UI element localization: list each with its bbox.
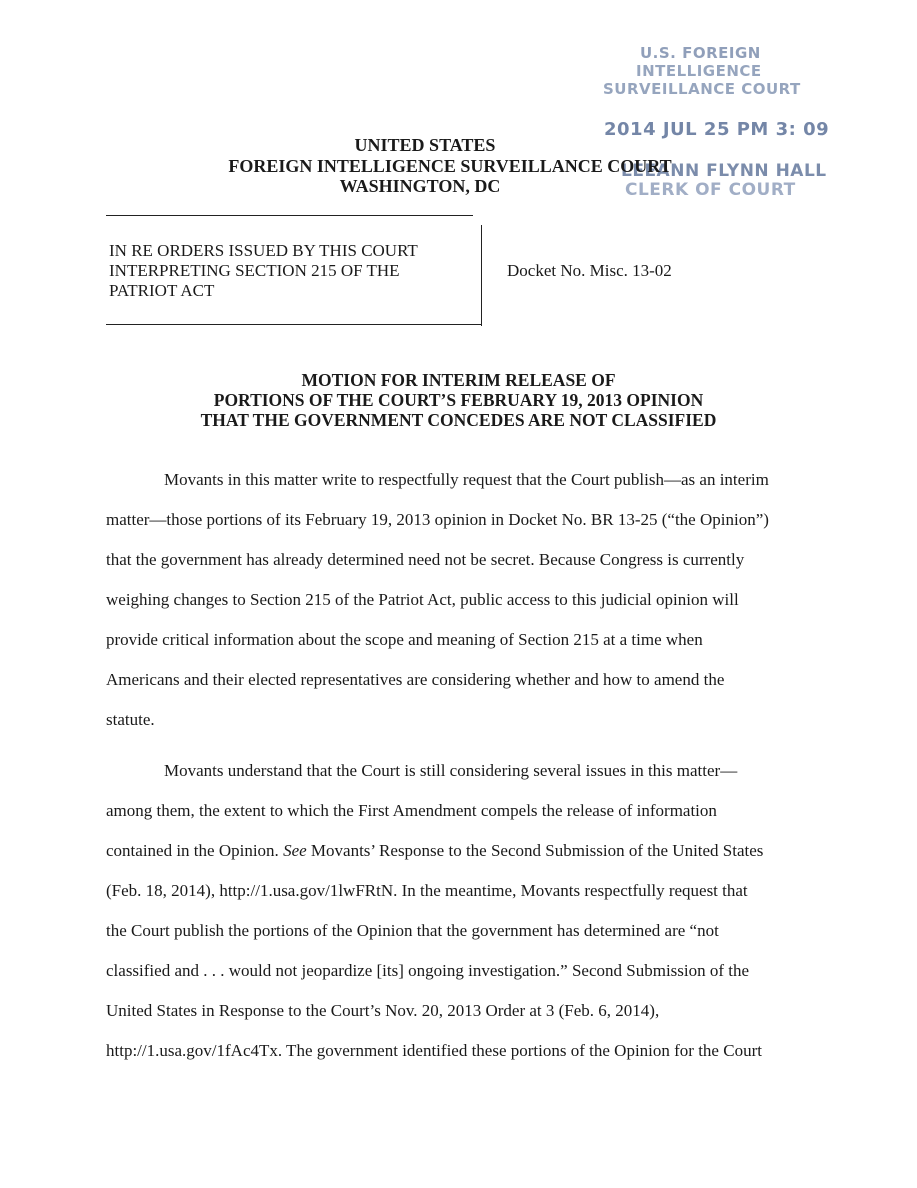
text-line: (Feb. 18, 2014), http://1.usa.gov/1lwFRtN. In the meantime, Movants respectfully request that [106,881,748,900]
text-line: Movants in this matter write to respectfully request that the Court publish—as an interim [164,470,769,489]
caption-divider [481,225,482,326]
case-caption-line: PATRIOT ACT [109,281,215,300]
case-caption [109,241,469,301]
body-paragraph-2 [106,751,816,1071]
motion-title [100,370,817,430]
text-line: provide critical information about the scope and meaning of Section 215 at a time when [106,630,703,649]
case-caption-line: IN RE ORDERS ISSUED BY THIS COURT [109,241,418,260]
text-line: Movants understand that the Court is still considering several issues in this matter— [164,761,738,780]
court-location: WASHINGTON, DC [339,176,501,196]
text-line: http://1.usa.gov/1fAc4Tx. The government identified these portions of the Opinion for the Court [106,1041,762,1060]
court-name-line-1: UNITED STATES [354,135,496,155]
stamp-line-1: U.S. FOREIGN [640,44,761,62]
text-line: that the government has already determined need not be secret. Because Congress is currently [106,550,745,569]
text-fragment: contained in the Opinion. [106,841,284,860]
motion-title-line: PORTIONS OF THE COURT’S FEBRUARY 19, 2013 OPINION [213,390,704,410]
stamp-line-3: SURVEILLANCE COURT [603,80,801,98]
docket-number: Docket No. Misc. 13-02 [507,261,672,280]
stamp-date: 2014 JUL 25 PM 3: 09 [604,119,830,140]
text-line: among them, the extent to which the First Amendment compels the release of information [106,801,717,820]
caption-bottom-rule [106,324,482,325]
citation-signal: See [283,841,307,860]
text-line: classified and . . . would not jeopardize [its] ongoing investigation.” Second Submission of the [106,961,750,980]
body-paragraph-1 [106,460,816,740]
text-line: Americans and their elected representatives are considering whether and how to amend the [106,670,725,689]
stamp-clerk-title: CLERK OF COURT [625,180,796,200]
motion-title-line: THAT THE GOVERNMENT CONCEDES ARE NOT CLASSIFIED [200,410,717,430]
caption-top-rule [106,215,473,216]
stamp-line-2: INTELLIGENCE [636,62,762,80]
text-line: statute. [106,710,155,729]
stamp-clerk-name: LEEANN FLYNN HALL [621,161,827,181]
text-line: United States in Response to the Court’s Nov. 20, 2013 Order at 3 (Feb. 6, 2014), [106,1001,660,1020]
text-line: matter—those portions of its February 19, 2013 opinion in Docket No. BR 13-25 (“the Opinion”) [106,510,769,529]
text-line: the Court publish the portions of the Opinion that the government has determined are “not [106,921,719,940]
motion-title-line: MOTION FOR INTERIM RELEASE OF [301,370,616,390]
text-line [106,831,816,871]
court-name-line-2: FOREIGN INTELLIGENCE SURVEILLANCE COURT [228,156,672,176]
case-caption-line: INTERPRETING SECTION 215 OF THE [109,261,400,280]
text-fragment: Movants’ Response to the Second Submission of the United States [306,841,764,860]
text-line: weighing changes to Section 215 of the Patriot Act, public access to this judicial opinion will [106,590,739,609]
